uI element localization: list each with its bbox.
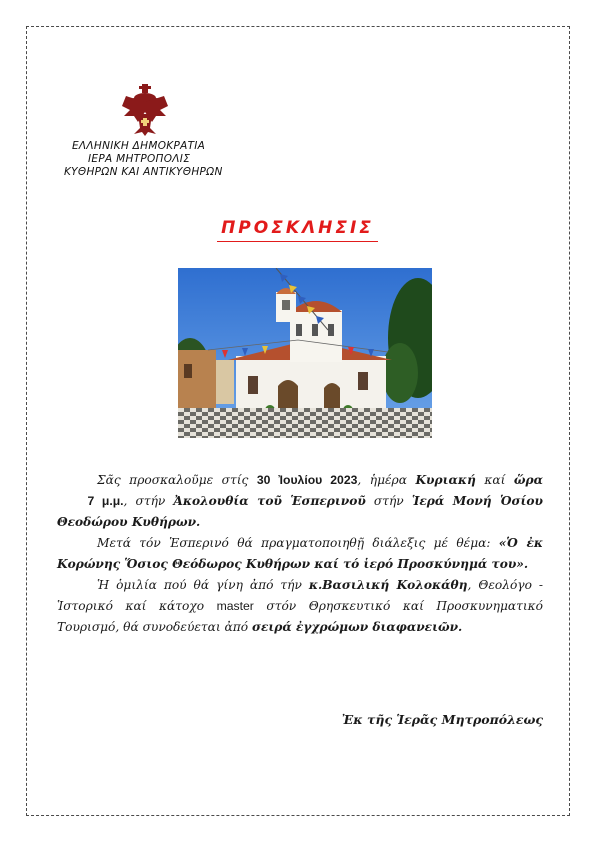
- lecture-topic: «Ὁ ἐκ Κορώνης Ὅσιος Θεόδωρος Κυθήρων καί τό ἱερό Προσκύνημά του».: [57, 536, 543, 571]
- event-day: Κυριακή: [415, 473, 476, 487]
- event-date: 30 Ἰουλίου 2023: [256, 473, 358, 487]
- event-place: Ἱερά Μονή Ὁσίου Θεοδώρου Κυθήρων.: [57, 494, 543, 529]
- text-segment: Μετά τόν Ἑσπερινό θά πραγματοποιηθῇ διάλεξις μέ θέμα:: [97, 536, 499, 550]
- slides-note: σειρά ἐγχρώμων διαφανειῶν.: [251, 620, 463, 634]
- speaker-name: κ.Βασιλική Κολοκάθη: [308, 578, 468, 592]
- paragraph-invitation: [57, 470, 543, 533]
- paragraph-lecture: [57, 533, 543, 575]
- event-time: 7 μ.μ.: [57, 494, 124, 508]
- document-title: [0, 218, 595, 242]
- text-segment: καί: [475, 473, 514, 487]
- monastery-photo: [178, 268, 432, 438]
- title-text: ΠΡΟΣΚΛΗΣΙΣ: [217, 218, 378, 242]
- text-segment: στήν: [365, 494, 412, 508]
- church-emblem-icon: [120, 84, 170, 142]
- header-line-metropolis: ΙΕΡΑ ΜΗΤΡΟΠΟΛΙΣ: [88, 153, 191, 165]
- text-segment: , ἡμέρα: [357, 473, 416, 487]
- event-service: Ἀκολουθία τοῦ Ἑσπερινοῦ: [173, 494, 366, 508]
- text-segment: , Θεολόγο - Ἱστορικό καί κάτοχο: [57, 578, 544, 613]
- text-segment: στόν Θρησκευτικό καί Προσκυνηματικό Τουρισμό, θά συνοδεύεται ἀπό: [57, 599, 543, 634]
- text-segment: Ἡ ὁμιλία πού θά γίνη ἀπό τήν: [97, 578, 309, 592]
- text-segment: Σᾶς προσκαλοῦμε στίς: [97, 473, 257, 487]
- degree-label: master: [216, 599, 254, 613]
- event-hour-label: ὥρα: [513, 473, 544, 487]
- monastery-image: [178, 268, 432, 438]
- invitation-body: [57, 470, 543, 638]
- issuer-header: [60, 140, 280, 179]
- header-line-country: ΕΛΛΗΝΙΚΗ ΔΗΜΟΚΡΑΤΙΑ: [72, 140, 206, 152]
- paragraph-speaker: [57, 575, 543, 638]
- text-segment: , στήν: [123, 494, 174, 508]
- signature: Ἐκ τῆς Ἱερᾶς Μητροπόλεως: [341, 712, 543, 727]
- header-line-region: ΚΥΘΗΡΩΝ ΚΑΙ ΑΝΤΙΚΥΘΗΡΩΝ: [64, 166, 223, 178]
